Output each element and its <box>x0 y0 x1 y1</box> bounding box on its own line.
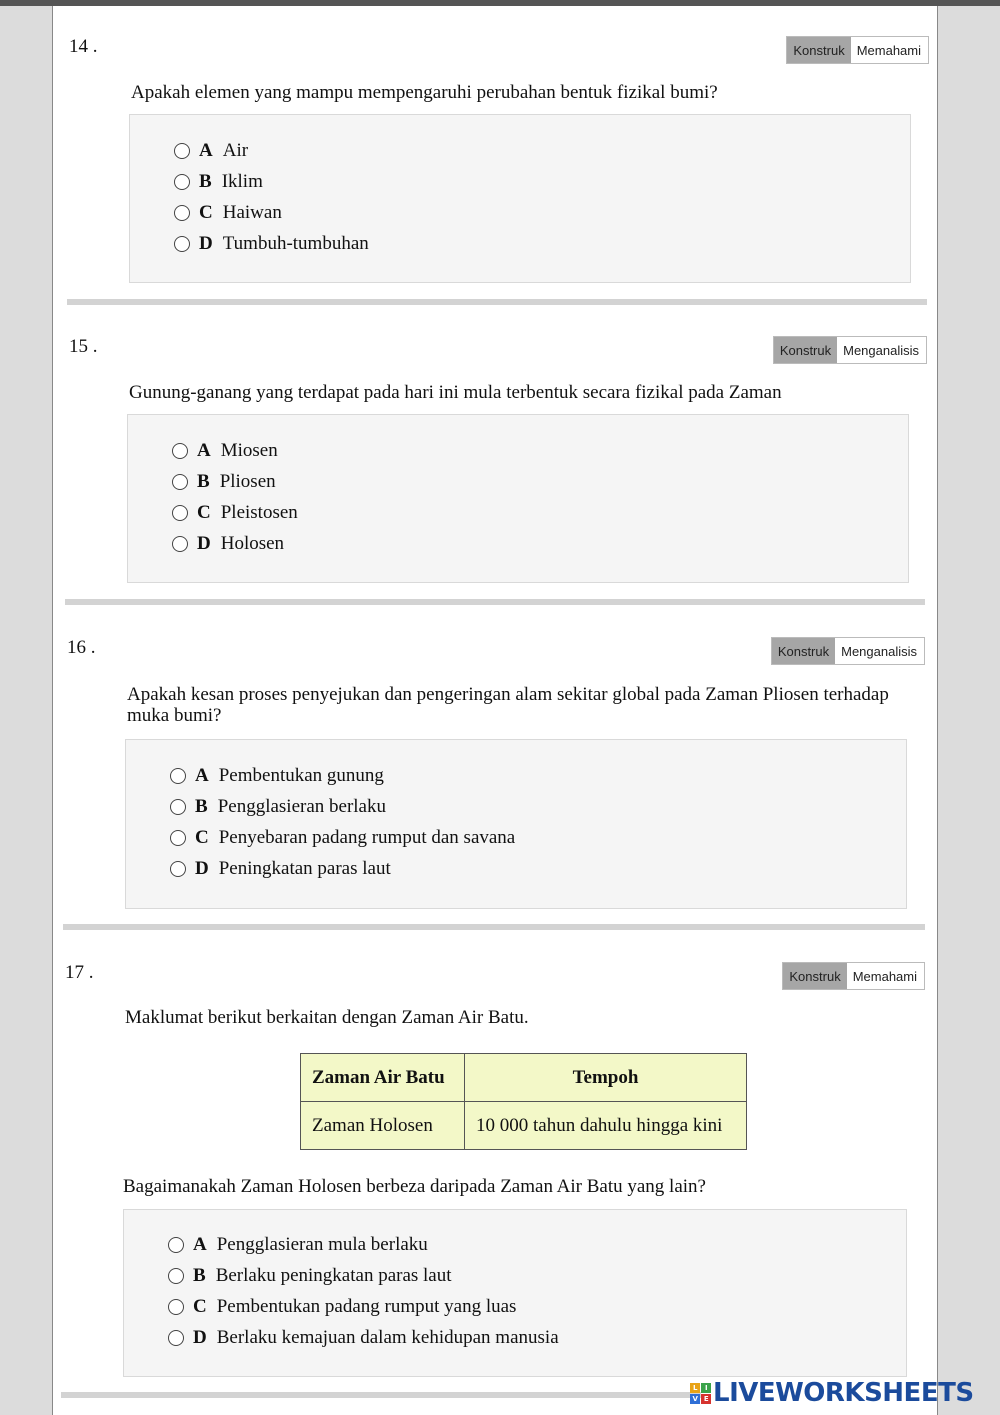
option-text: Pembentukan padang rumput yang luas <box>216 1296 517 1317</box>
info-table <box>300 1053 747 1150</box>
option-b[interactable]: B Pengglasieran berlaku <box>170 795 386 819</box>
options-box <box>127 414 909 583</box>
worksheet-page <box>52 6 938 1415</box>
radio-button[interactable] <box>168 1268 184 1284</box>
table-cell: 10 000 tahun dahulu hingga kini <box>465 1102 747 1150</box>
table-header: Zaman Air Batu <box>301 1054 465 1102</box>
question-text: Gunung-ganang yang terdapat pada hari ini mula terbentuk secara fizikal pada Zaman <box>129 382 782 403</box>
option-a[interactable]: A Pengglasieran mula berlaku <box>168 1233 428 1257</box>
radio-button[interactable] <box>172 505 188 521</box>
option-text: Iklim <box>221 171 263 192</box>
option-a[interactable]: A Pembentukan gunung <box>170 764 384 788</box>
separator <box>67 299 927 305</box>
construct-label: Konstruk <box>772 638 835 664</box>
logo-cell: I <box>701 1383 711 1393</box>
option-text: Pleistosen <box>220 502 298 523</box>
liveworksheets-logo[interactable] <box>690 1378 974 1408</box>
option-text: Miosen <box>220 440 278 461</box>
construct-tag <box>771 637 925 665</box>
logo-text: LIVEWORKSHEETS <box>713 1378 974 1408</box>
logo-cell: E <box>701 1394 711 1404</box>
question-text: Apakah kesan proses penyejukan dan pengeringan alam sekitar global pada Zaman Pliosen terhadap muka bumi? <box>127 684 889 726</box>
radio-button[interactable] <box>170 861 186 877</box>
table-header-row <box>301 1054 747 1102</box>
construct-label: Konstruk <box>774 337 837 363</box>
question-number: 15 . <box>69 336 98 357</box>
radio-button[interactable] <box>168 1330 184 1346</box>
construct-level: Memahami <box>847 963 924 989</box>
radio-button[interactable] <box>170 799 186 815</box>
option-d[interactable]: D Peningkatan paras laut <box>170 857 391 881</box>
option-text: Air <box>222 140 249 161</box>
radio-button[interactable] <box>172 474 188 490</box>
option-c[interactable]: C Pleistosen <box>172 501 298 525</box>
intro-text: Maklumat berikut berkaitan dengan Zaman Air Batu. <box>125 1007 529 1028</box>
question-number: 14 . <box>69 36 98 57</box>
question-number: 17 . <box>65 962 94 983</box>
separator <box>65 599 925 605</box>
option-c[interactable]: C Haiwan <box>174 201 282 225</box>
option-text: Berlaku peningkatan paras laut <box>215 1265 452 1286</box>
option-text: Holosen <box>220 533 285 554</box>
table-header: Tempoh <box>465 1054 747 1102</box>
construct-tag <box>773 336 927 364</box>
option-text: Penyebaran padang rumput dan savana <box>218 827 516 848</box>
option-text: Pengglasieran berlaku <box>217 796 386 817</box>
logo-icon <box>690 1383 711 1404</box>
option-c[interactable]: C Penyebaran padang rumput dan savana <box>170 826 515 850</box>
option-text: Pliosen <box>219 471 276 492</box>
construct-tag <box>782 962 925 990</box>
option-a[interactable]: A Miosen <box>172 439 278 463</box>
option-text: Peningkatan paras laut <box>218 858 391 879</box>
radio-button[interactable] <box>172 443 188 459</box>
option-a[interactable]: A Air <box>174 139 248 163</box>
option-d[interactable]: D Holosen <box>172 532 284 556</box>
table-row <box>301 1102 747 1150</box>
question-text: Apakah elemen yang mampu mempengaruhi perubahan bentuk fizikal bumi? <box>131 82 718 103</box>
construct-tag <box>786 36 929 64</box>
option-text: Pembentukan gunung <box>218 765 384 786</box>
construct-level: Memahami <box>851 37 928 63</box>
table-cell: Zaman Holosen <box>301 1102 465 1150</box>
option-c[interactable]: C Pembentukan padang rumput yang luas <box>168 1295 516 1319</box>
options-box <box>123 1209 907 1377</box>
option-text: Pengglasieran mula berlaku <box>216 1234 428 1255</box>
option-d[interactable]: D Tumbuh-tumbuhan <box>174 232 369 256</box>
radio-button[interactable] <box>174 174 190 190</box>
option-b[interactable]: B Pliosen <box>172 470 276 494</box>
radio-button[interactable] <box>174 236 190 252</box>
options-box <box>125 739 907 909</box>
options-box <box>129 114 911 283</box>
radio-button[interactable] <box>170 768 186 784</box>
construct-label: Konstruk <box>787 37 850 63</box>
radio-button[interactable] <box>172 536 188 552</box>
option-b[interactable]: B Berlaku peningkatan paras laut <box>168 1264 452 1288</box>
option-text: Tumbuh-tumbuhan <box>222 233 369 254</box>
radio-button[interactable] <box>174 205 190 221</box>
option-text: Haiwan <box>222 202 282 223</box>
construct-level: Menganalisis <box>835 638 924 664</box>
question-number: 16 . <box>67 637 96 658</box>
radio-button[interactable] <box>170 830 186 846</box>
radio-button[interactable] <box>174 143 190 159</box>
option-b[interactable]: B Iklim <box>174 170 263 194</box>
radio-button[interactable] <box>168 1237 184 1253</box>
construct-level: Menganalisis <box>837 337 926 363</box>
option-d[interactable]: D Berlaku kemajuan dalam kehidupan manusia <box>168 1326 559 1350</box>
question-text: Bagaimanakah Zaman Holosen berbeza daripada Zaman Air Batu yang lain? <box>123 1176 706 1197</box>
separator <box>63 924 925 930</box>
construct-label: Konstruk <box>783 963 846 989</box>
logo-cell: V <box>690 1394 700 1404</box>
option-text: Berlaku kemajuan dalam kehidupan manusia <box>216 1327 559 1348</box>
radio-button[interactable] <box>168 1299 184 1315</box>
separator <box>61 1392 701 1398</box>
logo-cell: L <box>690 1383 700 1393</box>
